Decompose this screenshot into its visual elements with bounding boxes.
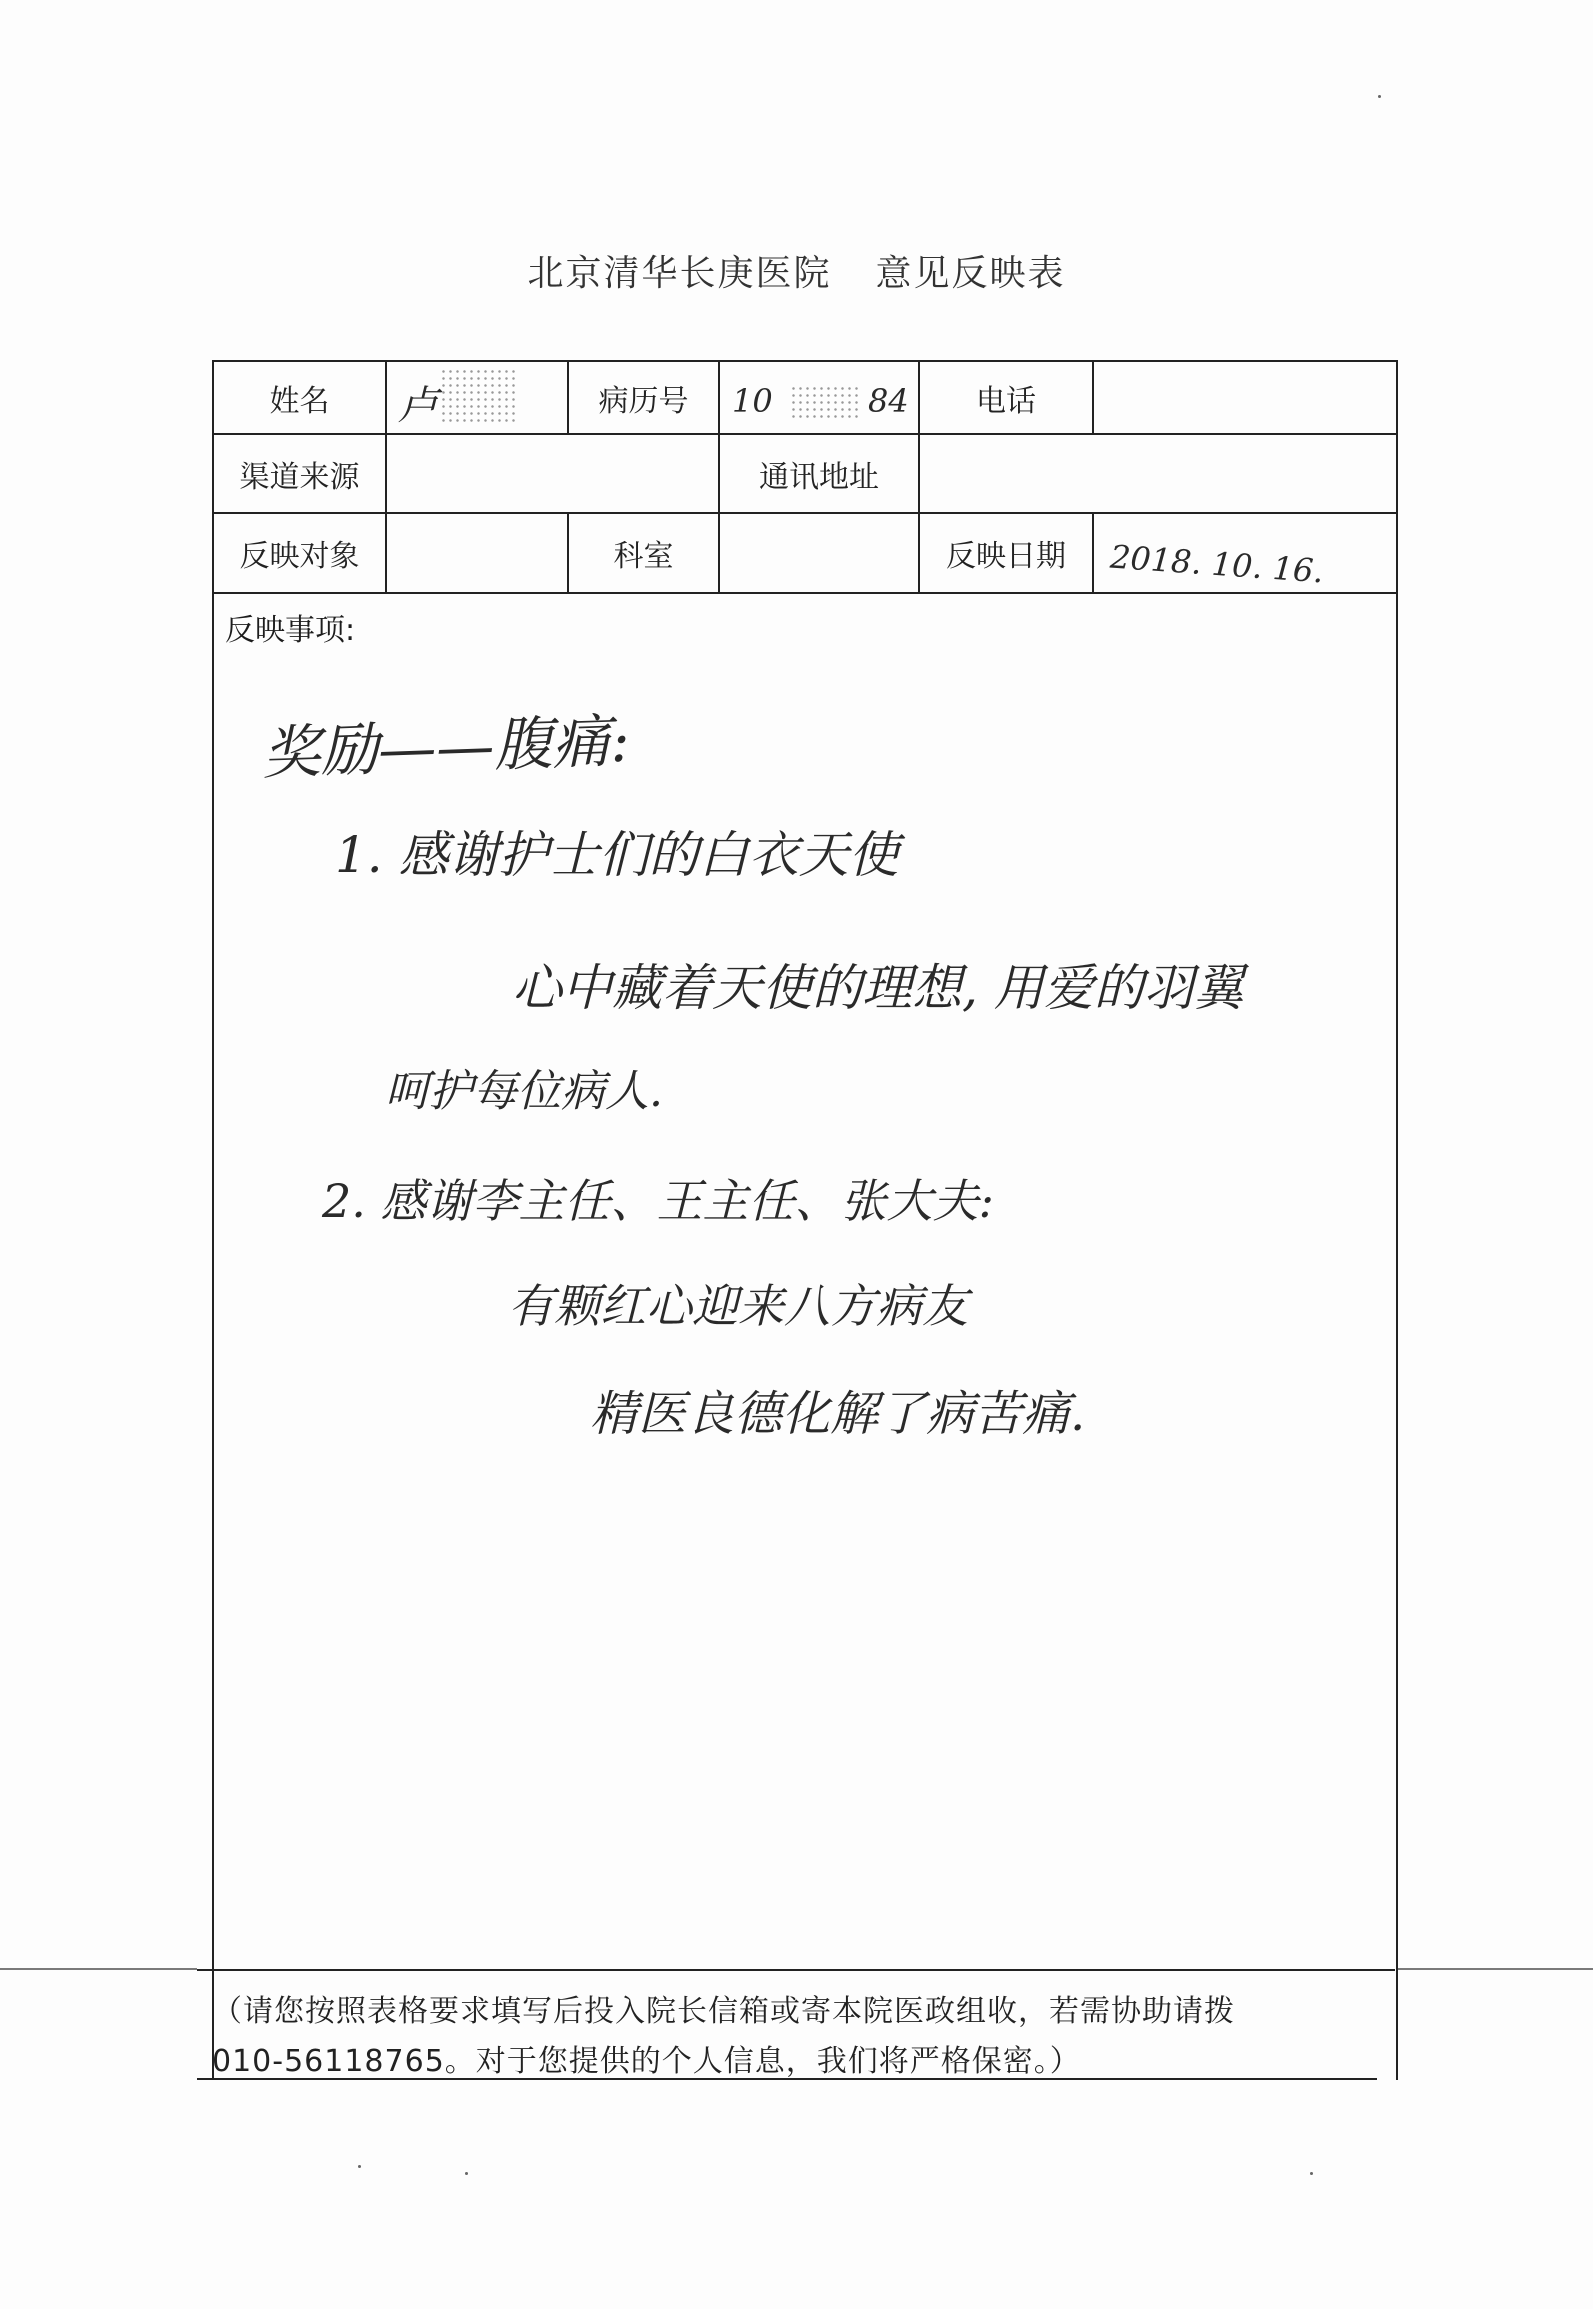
record-label: 病历号 <box>598 383 689 419</box>
address-label: 通讯地址 <box>759 459 879 495</box>
scan-artifact-line <box>0 1968 197 1970</box>
name-value[interactable]: 卢 <box>398 383 438 429</box>
scan-speck <box>1310 2172 1313 2175</box>
footer-line-1: （请您按照表格要求填写后投入院长信箱或寄本院医政组收，若需协助请拨 <box>212 1994 1235 2029</box>
handwriting-line: 精医良德化解了病苦痛. <box>590 1386 1086 1442</box>
handwriting-line: 2. 感谢李主任、王主任、张大夫: <box>322 1174 995 1228</box>
matter-label: 反映事项: <box>225 613 356 648</box>
scan-speck <box>358 2165 361 2168</box>
dept-label: 科室 <box>613 539 674 574</box>
handwriting-line: 1. 感谢护士们的白衣天使 <box>335 826 899 884</box>
channel-label: 渠道来源 <box>239 459 360 495</box>
handwriting-line: 有颗红心迎来八方病友 <box>508 1279 968 1333</box>
phone-label: 电话 <box>976 383 1036 419</box>
record-value-end[interactable]: 84 <box>868 382 909 420</box>
date-value[interactable]: 2018. 10. 16. <box>1108 537 1325 591</box>
redacted-record-mark <box>790 385 862 421</box>
handwriting-line: 心中藏着天使的理想, 用爱的羽翼 <box>512 959 1244 1017</box>
target-label: 反映对象 <box>239 539 360 574</box>
scan-speck <box>465 2172 468 2175</box>
record-value-start[interactable]: 10 <box>732 382 773 420</box>
handwriting-line: 呵护每位病人. <box>385 1066 663 1117</box>
name-label: 姓名 <box>269 383 330 419</box>
date-label: 反映日期 <box>946 539 1066 574</box>
scan-artifact-line <box>1398 1968 1593 1970</box>
footer-notice <box>212 1987 1372 2087</box>
footer-line-2: 010-56118765。对于您提供的个人信息，我们将严格保密。） <box>212 2044 1081 2079</box>
handwriting-line: 奖励——腹痛: <box>261 706 631 788</box>
form-title <box>0 245 1593 296</box>
scan-speck <box>1378 95 1381 98</box>
redacted-name-mark <box>440 368 518 424</box>
form-name: 意见反映表 <box>875 253 1066 294</box>
hospital-name: 北京清华长庚医院 <box>527 253 832 294</box>
